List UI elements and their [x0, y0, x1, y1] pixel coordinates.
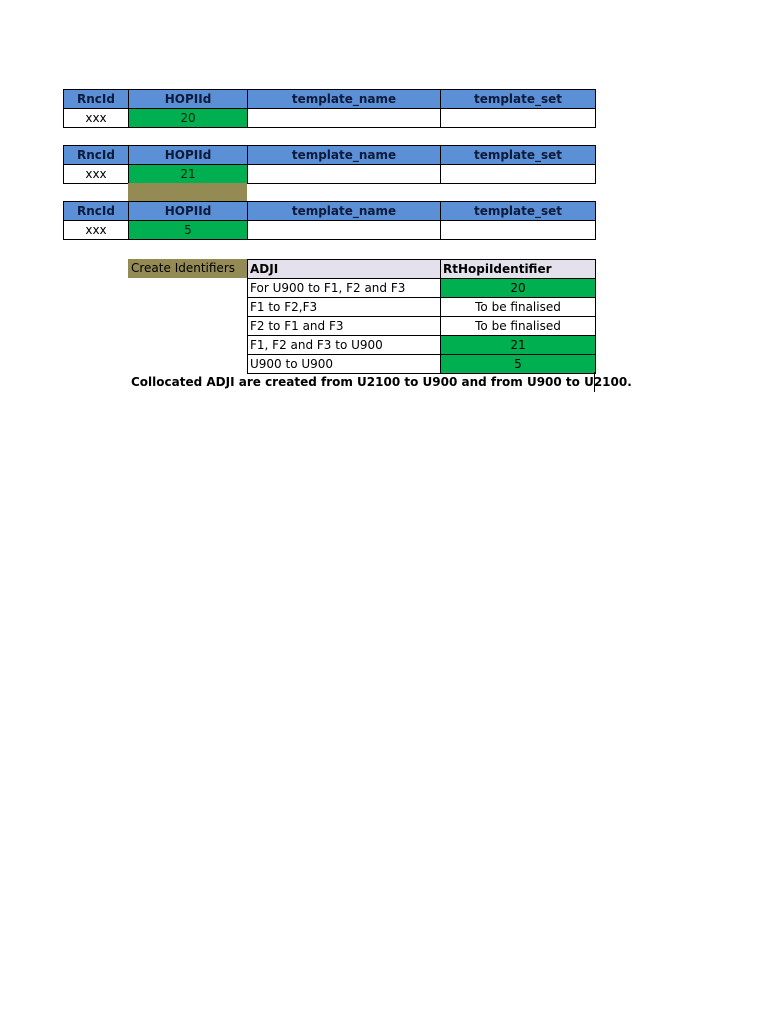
header-hopiid: HOPIId — [129, 202, 248, 221]
header-rncid: RncId — [64, 202, 129, 221]
cell-template-name[interactable] — [248, 221, 441, 240]
adji-table — [247, 259, 596, 374]
create-identifiers-label[interactable]: Create Identifiers — [128, 259, 247, 278]
cell-rncid[interactable]: xxx — [64, 221, 129, 240]
header-template-name: template_name — [248, 90, 441, 109]
hop-table-header-row — [64, 146, 596, 165]
cell-identifier[interactable]: To be finalised — [441, 317, 596, 336]
header-template-set: template_set — [441, 146, 596, 165]
cell-adji[interactable]: F1, F2 and F3 to U900 — [248, 336, 441, 355]
cell-template-name[interactable] — [248, 109, 441, 128]
cell-template-set[interactable] — [441, 109, 596, 128]
hop-table-1 — [63, 89, 596, 128]
table-row — [248, 355, 596, 374]
collocated-note: Collocated ADJI are created from U2100 to U900 and from U900 to U2100. — [131, 375, 632, 389]
cell-hopiid[interactable]: 21 — [129, 165, 248, 184]
hop-table-header-row — [64, 90, 596, 109]
cell-template-set[interactable] — [441, 165, 596, 184]
cell-adji[interactable]: For U900 to F1, F2 and F3 — [248, 279, 441, 298]
table-row — [248, 298, 596, 317]
table-row — [64, 221, 596, 240]
adji-header-row — [248, 260, 596, 279]
cell-template-set[interactable] — [441, 221, 596, 240]
table-row — [64, 165, 596, 184]
header-hopiid: HOPIId — [129, 146, 248, 165]
header-template-set: template_set — [441, 202, 596, 221]
hop-table-2 — [63, 145, 596, 184]
header-template-set: template_set — [441, 90, 596, 109]
cell-rncid[interactable]: xxx — [64, 109, 129, 128]
cell-identifier[interactable]: 5 — [441, 355, 596, 374]
cell-identifier[interactable]: To be finalised — [441, 298, 596, 317]
header-rncid: RncId — [64, 146, 129, 165]
cell-template-name[interactable] — [248, 165, 441, 184]
header-template-name: template_name — [248, 202, 441, 221]
hop-table-3 — [63, 201, 596, 240]
table-row — [248, 317, 596, 336]
table-row — [248, 279, 596, 298]
header-rthopiidentifier: RtHopiIdentifier — [441, 260, 596, 279]
hop-table-header-row — [64, 202, 596, 221]
highlighted-cell[interactable] — [128, 183, 247, 202]
cell-hopiid[interactable]: 20 — [129, 109, 248, 128]
header-hopiid: HOPIId — [129, 90, 248, 109]
cell-identifier[interactable]: 21 — [441, 336, 596, 355]
table-row — [64, 109, 596, 128]
cell-adji[interactable]: F2 to F1 and F3 — [248, 317, 441, 336]
cell-hopiid[interactable]: 5 — [129, 221, 248, 240]
header-template-name: template_name — [248, 146, 441, 165]
header-rncid: RncId — [64, 90, 129, 109]
table-row — [248, 336, 596, 355]
cell-adji[interactable]: U900 to U900 — [248, 355, 441, 374]
cell-adji[interactable]: F1 to F2,F3 — [248, 298, 441, 317]
cell-identifier[interactable]: 20 — [441, 279, 596, 298]
cell-rncid[interactable]: xxx — [64, 165, 129, 184]
header-adji: ADJI — [248, 260, 441, 279]
